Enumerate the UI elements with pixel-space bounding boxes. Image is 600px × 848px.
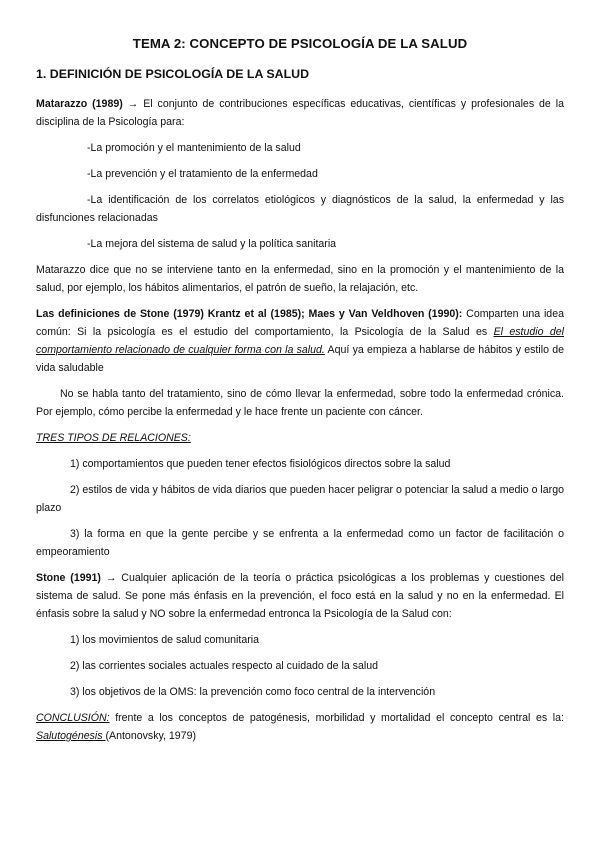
document-page <box>36 36 564 745</box>
list-item: 1) los movimientos de salud comunitaria <box>70 634 260 646</box>
stone-1991-text: Cualquier aplicación de la teoría o práctica psicológicas a los problemas y cuestiones del sistema de salud. Se pone más énfasis en la prevención, el foco está en la salud y no en la enfermedad. El énfasis sobre la salud y NO sobre la enfermedad entronca la Psicología de la Salud con: <box>36 572 565 620</box>
stone-group-definition <box>36 305 564 377</box>
relations-heading-text: TRES TIPOS DE RELACIONES: <box>36 432 191 444</box>
list-item: 1) comportamientos que pueden tener efectos fisiológicos directos sobre la salud <box>70 458 451 470</box>
stone-group-authors: Las definiciones de Stone (1979) Krantz et al (1985); Maes y Van Veldhoven (1990): <box>36 308 463 320</box>
list-item: -La identificación de los correlatos etiológicos y diagnósticos de la salud, la enfermedad y las disfunciones relacionadas <box>36 194 564 224</box>
list-item: 2) estilos de vida y hábitos de vida diarios que pueden hacer peligrar o potenciar la salud a medio o largo plazo <box>36 484 564 514</box>
conclusion-source: (Antonovsky, 1979) <box>105 730 196 742</box>
list-item: 2) las corrientes sociales actuales respecto al cuidado de la salud <box>70 660 378 672</box>
page-title: TEMA 2: CONCEPTO DE PSICOLOGÍA DE LA SALUD <box>132 36 468 51</box>
conclusion-text: frente a los conceptos de patogénesis, morbilidad y mortalidad el concepto central es la: <box>109 712 564 724</box>
list-item: 3) la forma en que la gente percibe y se enfrenta a la enfermedad como un factor de facilitación o empeoramiento <box>36 528 564 558</box>
list-item: -La prevención y el tratamiento de la enfermedad <box>87 168 318 180</box>
conclusion-label: CONCLUSIÓN: <box>36 712 110 724</box>
matarazzo-text: El conjunto de contribuciones específicas educativas, científicas y profesionales de la disciplina de la Psicología para: <box>36 98 564 128</box>
relations-heading <box>36 429 564 447</box>
list-item: 3) los objetivos de la OMS: la prevención como foco central de la intervención <box>70 686 436 698</box>
stone-group-text: Comparten una idea común: Si la psicología es el estudio del comportamiento, la Psicología de la Salud es <box>36 308 564 338</box>
conclusion <box>36 709 564 745</box>
section-heading: 1. DEFINICIÓN DE PSICOLOGÍA DE LA SALUD <box>36 67 310 81</box>
treatment-note: No se habla tanto del tratamiento, sino de cómo llevar la enfermedad, sobre todo la enfermedad crónica. Por ejemplo, cómo percibe la enfermedad y le hace frente un paciente con cáncer. <box>36 388 564 418</box>
stone-1991-definition <box>36 569 564 623</box>
stone-group-text-2: Aquí ya empieza a hablarse de hábitos y estilo de vida saludable <box>36 344 564 374</box>
list-item: -La promoción y el mantenimiento de la salud <box>87 142 301 154</box>
matarazzo-comment: Matarazzo dice que no se interviene tanto en la enfermedad, sino en la promoción y el mantenimiento de la salud, por ejemplo, los hábitos alimentarios, el patrón de sueño, la relajación, etc. <box>36 264 564 294</box>
matarazzo-author: Matarazzo (1989) → <box>36 98 139 110</box>
stone-group-emphasis: El estudio del comportamiento relacionado de cualquier forma con la salud. <box>36 326 564 356</box>
conclusion-term: Salutogénesis <box>36 730 106 742</box>
list-item: -La mejora del sistema de salud y la política sanitaria <box>87 238 337 250</box>
matarazzo-definition <box>36 95 564 131</box>
stone-1991-author: Stone (1991) → <box>36 572 117 584</box>
